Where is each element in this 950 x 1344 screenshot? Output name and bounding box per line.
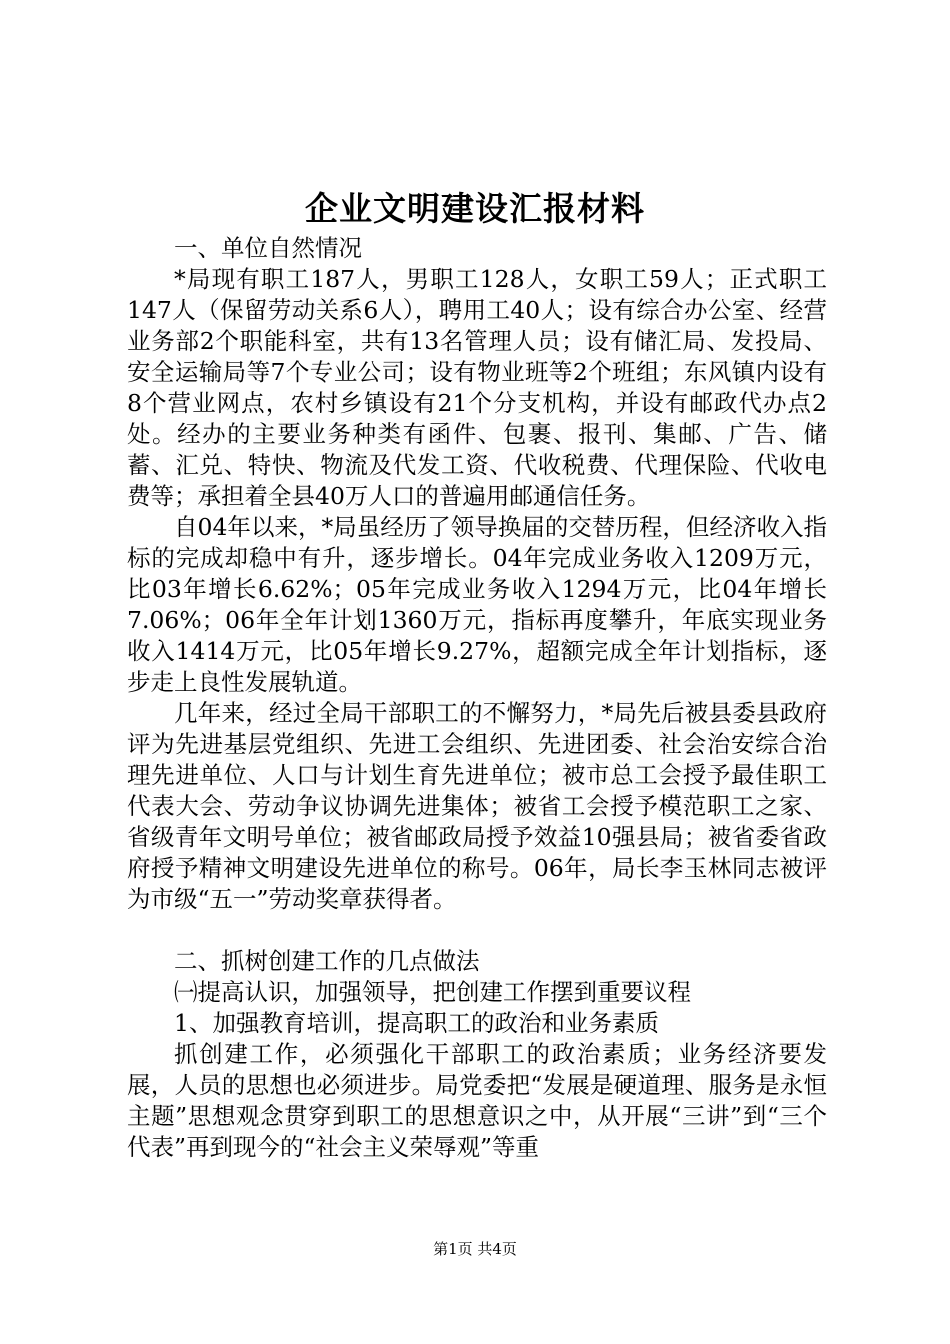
paragraph-staff-overview: *局现有职工187人，男职工128人，女职工59人；正式职工147人（保留劳动关系6人），聘用工40人；设有综合办公室、经营业务部2个职能科室，共有13名管理人员；设有储汇局、发投局、安全运输局等7个专业公司；设有物业班等2个班组；东风镇内设有8个营业网点，农村乡镇设有21个分支机构，并设有邮政代办点2处。经办的主要业务种类有函件、包裹、报刊、集邮、广告、储蓄、汇兑、特快、物流及代发工资、代收税费、代理保险、代收电费等；承担着全县40万人口的普遍用邮通信任务。 xyxy=(127,265,827,510)
section-heading-1: 一、单位自然情况 xyxy=(174,234,362,262)
item-heading-1: 1、加强教育培训，提高职工的政治和业务素质 xyxy=(174,1009,659,1037)
document-body xyxy=(127,233,827,1163)
paragraph-revenue-growth: 自04年以来，*局虽经历了领导换届的交替历程，但经济收入指标的完成却稳中有升，逐步增长。04年完成业务收入1209万元，比03年增长6.62%；05年完成业务收入1294万元，比04年增长7.06%；06年全年计划1360万元，指标再度攀升，年底实现业务收入1414万元，比05年增长9.27%，超额完成全年计划指标，逐步走上良性发展轨道。 xyxy=(127,513,827,696)
section-heading-2: 二、抓树创建工作的几点做法 xyxy=(174,947,480,975)
paragraph-training: 抓创建工作，必须强化干部职工的政治素质；业务经济要发展，人员的思想也必须进步。局党委把“发展是硬道理、服务是永恒主题”思想观念贯穿到职工的思想意识之中，从开展“三讲”到“三个代表”再到现今的“社会主义荣辱观”等重 xyxy=(127,1040,827,1161)
paragraph-honors: 几年来，经过全局干部职工的不懈努力，*局先后被县委县政府评为先进基层党组织、先进工会组织、先进团委、社会治安综合治理先进单位、人口与计划生育先进单位；被市总工会授予最佳职工代表大会、劳动争议协调先进集体；被省工会授予模范职工之家、省级青年文明号单位；被省邮政局授予效益10强县局；被省委省政府授予精神文明建设先进单位的称号。06年，局长李玉林同志被评为市级“五一”劳动奖章获得者。 xyxy=(127,699,827,913)
page-number-footer: 第1页 共4页 xyxy=(433,1240,517,1258)
subsection-heading-1: ㈠提高认识，加强领导，把创建工作摆到重要议程 xyxy=(174,978,691,1006)
document-title: 企业文明建设汇报材料 xyxy=(305,189,645,228)
